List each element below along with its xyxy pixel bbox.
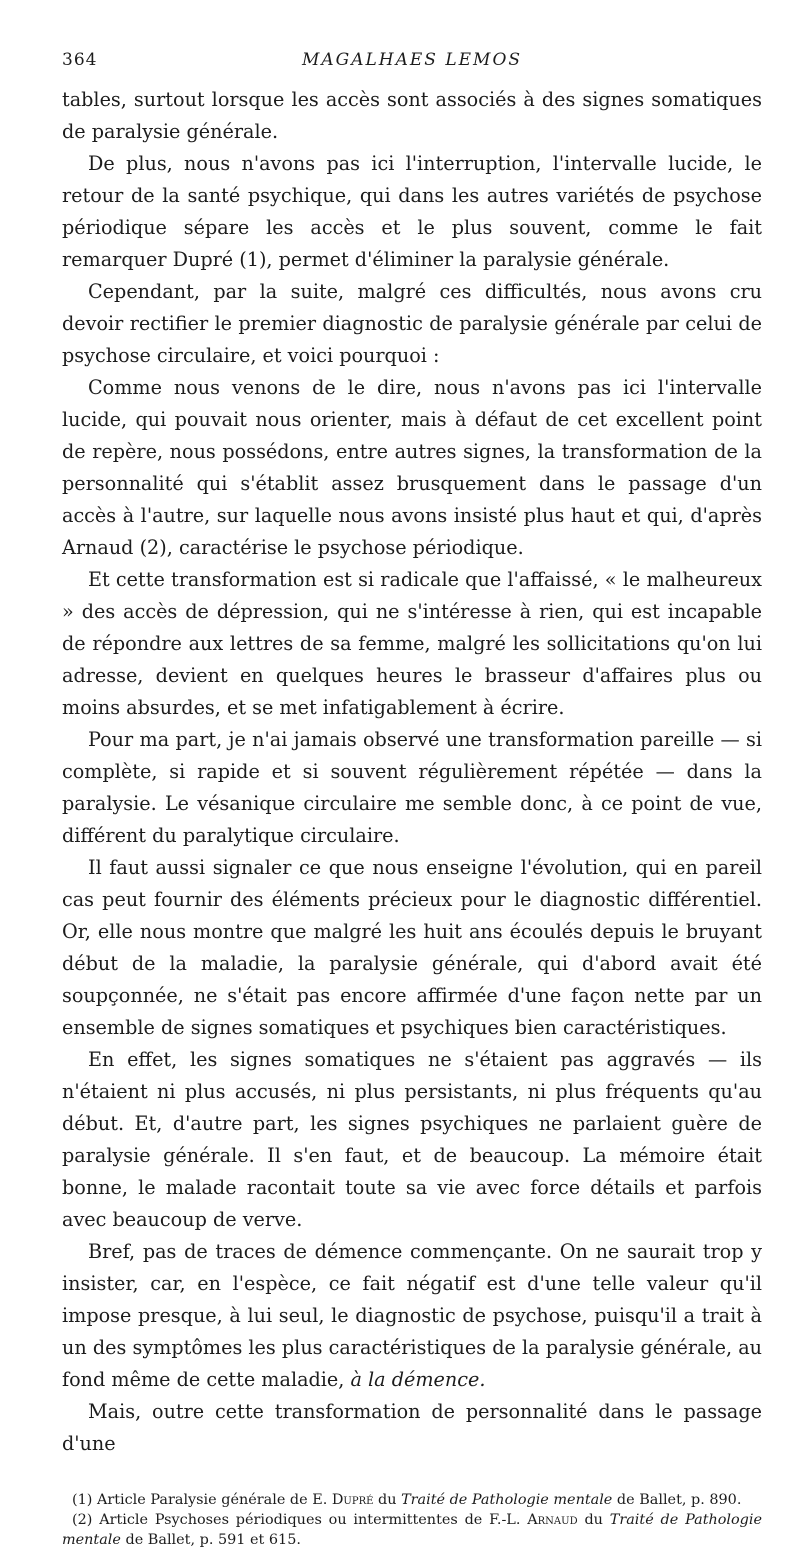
body-text: [62, 84, 762, 1460]
paragraph: En effet, les signes somatiques ne s'étaient pas aggravés — ils n'étaient ni plus accusés, ni plus persistants, ni plus fréquents qu'au début. Et, d'autre part, les signes psychiques ne parlaient guère de paralysie générale. Il s'en faut, et de beaucoup. La mémoire était bonne, le malade racontait toute sa vie avec force détails et parfois avec beaucoup de verve.: [62, 1048, 762, 1231]
footnote-author: Arnaud: [527, 1512, 578, 1528]
paragraph: Cependant, par la suite, malgré ces difficultés, nous avons cru devoir rectifier le premier diagnostic de paralysie générale par celui de psychose circulaire, et voici pourquoi :: [62, 280, 762, 367]
footnote-1: [62, 1490, 762, 1510]
paragraph: tables, surtout lorsque les accès sont associés à des signes somatiques de paralysie générale.: [62, 88, 762, 143]
footnote-2: [62, 1510, 762, 1550]
footnote-text: du: [584, 1512, 603, 1528]
footnote-author: Dupré: [331, 1492, 374, 1508]
footnote-title: Traité de Pathologie mentale: [401, 1492, 613, 1508]
footnote-text: de Ballet, p. 890.: [616, 1492, 742, 1508]
paragraph: Et cette transformation est si radicale que l'affaissé, « le malheureux » des accès de dépression, qui ne s'intéresse à rien, qui est incapable de répondre aux lettres de sa femme, malgré les sollicitations qu'on lui adresse, devient en quelques heures le brasseur d'affaires plus ou moins absurdes, et se met infatigablement à écrire.: [62, 568, 762, 719]
paragraph: Comme nous venons de le dire, nous n'avons pas ici l'intervalle lucide, qui pouvait nous orienter, mais à défaut de cet excellent point de repère, nous possédons, entre autres signes, la transformation de la personnalité qui s'établit assez brusquement dans le passage d'un accès à l'autre, sur laquelle nous avons insisté plus haut et qui, d'après Arnaud (2), caractérise le psychose périodique.: [62, 376, 762, 559]
paragraph: De plus, nous n'avons pas ici l'interruption, l'intervalle lucide, le retour de la santé psychique, qui dans les autres variétés de psychose périodique sépare les accès et le plus souvent, comme le fait remarquer Dupré (1), permet d'éliminer la paralysie générale.: [62, 152, 762, 271]
footnote-text: du: [378, 1492, 397, 1508]
paragraph: Pour ma part, je n'ai jamais observé une transformation pareille — si complète, si rapide et si souvent régulièrement répétée — dans la paralysie. Le vésanique circulaire me semble donc, à ce point de vue, différent du paralytique circulaire.: [62, 728, 762, 847]
footnote-title: Traité de Pathologie mentale: [62, 1512, 763, 1548]
footnote-text: (1) Article Paralysie générale de E.: [72, 1492, 328, 1508]
paragraph-text: Bref, pas de traces de démence commençante. On ne saurait trop y insister, car, en l'espèce, ce fait négatif est d'une telle valeur qu'il impose presque, à lui seul, le diagnostic de psychose, puisqu'il a trait à un des symptômes les plus caractéristiques de la paralysie générale, au fond même de cette maladie,: [62, 1240, 762, 1391]
page-number: 364: [62, 50, 98, 70]
paragraph: Mais, outre cette transformation de personnalité dans le passage d'une: [62, 1400, 762, 1455]
footnotes: [62, 1490, 762, 1550]
footnote-text: (2) Article Psychoses périodiques ou intermittentes de F.-L.: [72, 1512, 521, 1528]
footnote-text: de Ballet, p. 591 et 615.: [125, 1532, 301, 1548]
running-title: MAGALHAES LEMOS: [301, 50, 523, 70]
paragraph: [62, 1236, 762, 1396]
page-header: [62, 50, 762, 84]
page: [62, 50, 762, 1550]
paragraph: Il faut aussi signaler ce que nous enseigne l'évolution, qui en pareil cas peut fournir des éléments précieux pour le diagnostic différentiel. Or, elle nous montre que malgré les huit ans écoulés depuis le bruyant début de la maladie, la paralysie générale, qui d'abord avait été soupçonnée, ne s'était pas encore affirmée d'une façon nette par un ensemble de signes somatiques et psychiques bien caractéristiques.: [62, 856, 762, 1039]
emphasis-text: à la démence.: [350, 1368, 486, 1391]
